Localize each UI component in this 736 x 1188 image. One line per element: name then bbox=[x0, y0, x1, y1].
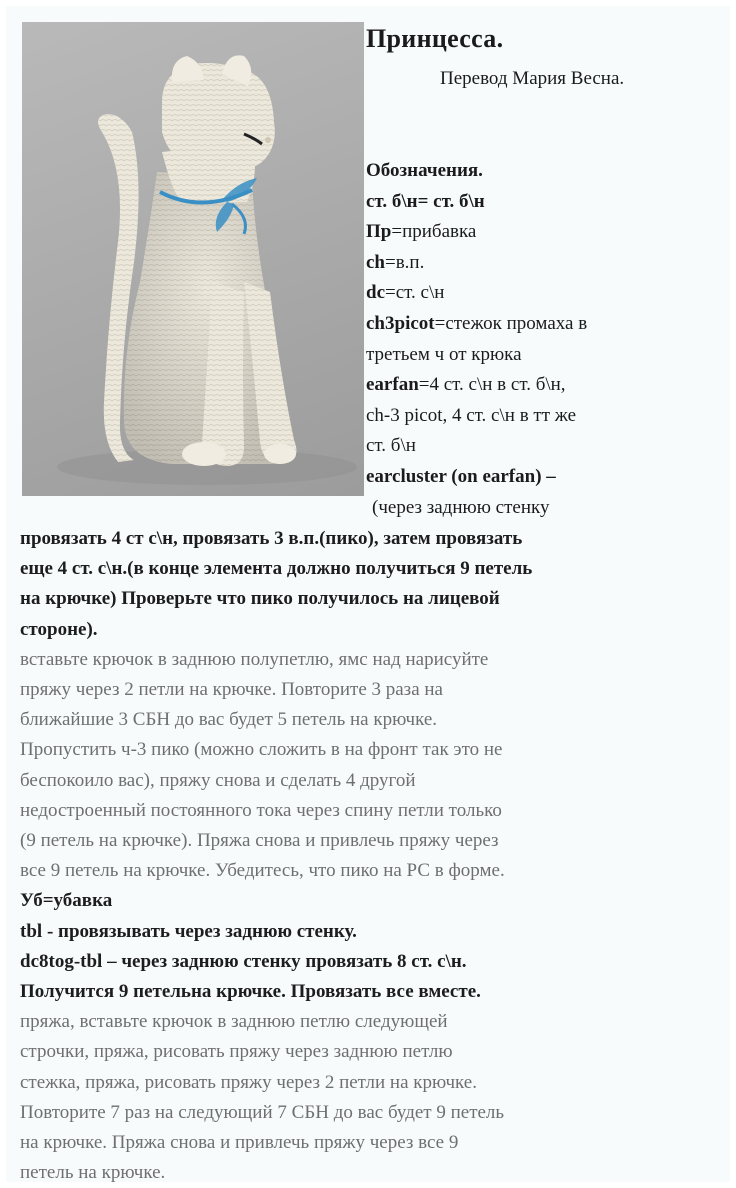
instruction-line: еще 4 ст. с\н.(в конце элемента должно получиться 9 петель bbox=[20, 558, 533, 580]
instruction-line: петель на крючке. bbox=[20, 1162, 166, 1184]
legend-item: earfan=4 ст. с\н в ст. б\н, bbox=[366, 374, 566, 396]
ub-definition: Уб=убавка bbox=[20, 890, 113, 912]
dc8tog-definition: dc8tog-tbl – через заднюю стенку провязать 8 ст. с\н. bbox=[20, 950, 467, 972]
instruction-line: беспокоило вас), пряжу снова и сделать 4 другой bbox=[20, 769, 416, 791]
instruction-line: провязать 4 ст с\н, провязать 3 в.п.(пико), затем провязать bbox=[20, 528, 523, 549]
instruction-line: ближайшие 3 СБН до вас будет 5 петель на крючке. bbox=[20, 709, 438, 731]
instruction-line: недостроенный постоянного тока через спину петли только bbox=[20, 799, 502, 821]
instruction-line: стежка, пряжа, рисовать пряжу через 2 петли на крючке. bbox=[20, 1071, 477, 1093]
instruction-line: Пропустить ч-3 пико (можно сложить в на фронт так это не bbox=[20, 739, 503, 761]
translator-credit: Перевод Мария Весна. bbox=[440, 68, 625, 89]
legend-item: ch-3 picot, 4 ст. с\н в тт же bbox=[366, 404, 577, 426]
legend-item: третьем ч от крюка bbox=[366, 343, 522, 365]
instructions-text bbox=[20, 524, 724, 1188]
instruction-line: стороне). bbox=[20, 618, 98, 640]
page-title: Принцесса. bbox=[366, 24, 504, 53]
legend-item: (через заднюю стенку bbox=[372, 496, 550, 518]
instruction-line: Повторите 7 раз на следующий 7 СБН до вас будет 9 петель bbox=[20, 1101, 505, 1123]
instruction-line: все 9 петель на крючке. Убедитесь, что пико на РС в форме. bbox=[20, 860, 505, 882]
legend-heading: Обозначения. bbox=[366, 160, 483, 181]
cat-illustration bbox=[22, 22, 364, 496]
instruction-line: строчки, пряжа, рисовать пряжу через заднюю петлю bbox=[20, 1041, 453, 1063]
instruction-line: на крючке. Пряжа снова и привлечь пряжу через все 9 bbox=[20, 1132, 459, 1154]
legend-item: ch=в.п. bbox=[366, 251, 425, 273]
instruction-line: пряжу через 2 петли на крючке. Повторите 3 раза на bbox=[20, 679, 443, 701]
instruction-line: на крючке) Проверьте что пико получилось на лицевой bbox=[20, 588, 500, 610]
crochet-cat-photo bbox=[22, 22, 364, 496]
legend-item: earcluster (on earfan) – bbox=[366, 465, 556, 487]
legend-item: Пр=прибавка bbox=[366, 221, 477, 243]
legend-item: ch3picot=стежок промаха в bbox=[366, 312, 588, 334]
instruction-line: пряжа, вставьте крючок в заднюю петлю следующей bbox=[20, 1011, 448, 1033]
legend-item: ст. б\н= ст. б\н bbox=[366, 190, 485, 212]
instruction-line: (9 петель на крючке). Пряжа снова и привлечь пряжу через bbox=[20, 830, 499, 852]
legend-item: ст. б\н bbox=[366, 435, 416, 457]
legend-item: dc=ст. с\н bbox=[366, 282, 445, 304]
legend bbox=[366, 156, 716, 523]
result-line: Получится 9 петельна крючке. Провязать все вместе. bbox=[20, 981, 481, 1003]
page bbox=[6, 6, 730, 1182]
instruction-line: вставьте крючок в заднюю полупетлю, ямс над нарисуйте bbox=[20, 648, 489, 670]
tbl-definition: tbl - провязывать через заднюю стенку. bbox=[20, 920, 357, 942]
